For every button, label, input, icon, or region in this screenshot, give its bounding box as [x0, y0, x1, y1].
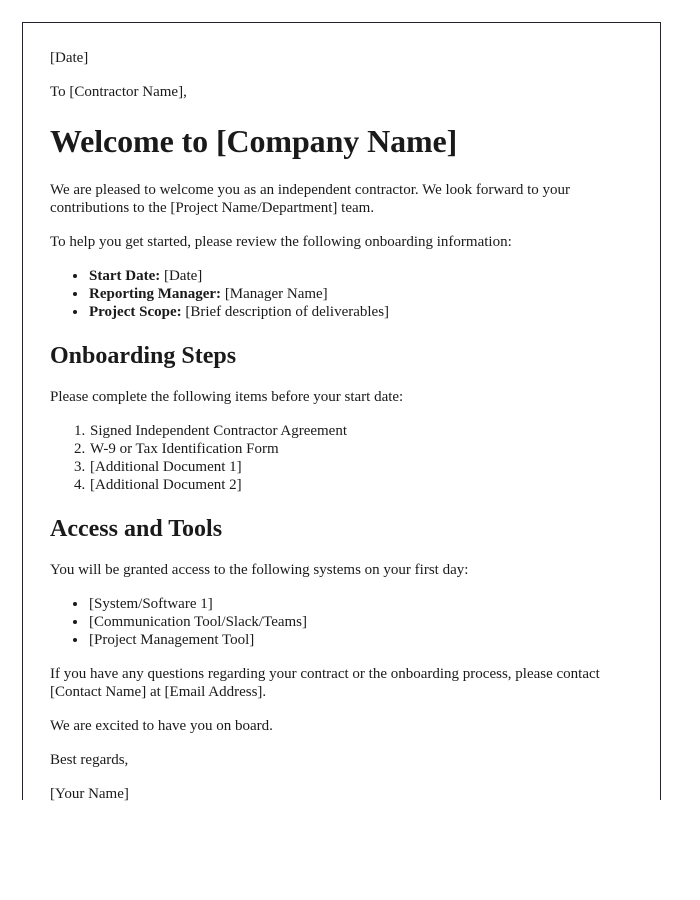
list-item: 2. W-9 or Tax Identification Form: [89, 440, 606, 458]
spacer: [50, 543, 606, 561]
document-content: [50, 49, 606, 803]
detail-label: Reporting Manager:: [89, 286, 222, 302]
page-title: Welcome to [Company Name]: [50, 123, 458, 159]
spacer: [50, 649, 606, 665]
onboarding-steps-list: [50, 422, 606, 494]
onboarding-intro-paragraph: To help you get started, please review the following onboarding information:: [50, 234, 512, 250]
spacer: [50, 579, 606, 595]
list-item: • [Project Management Tool]: [88, 631, 606, 649]
spacer: [50, 735, 606, 751]
intro-paragraph: We are pleased to welcome you as an independent contractor. We look forward to your contributions to the [Project Name/Department] team.: [50, 182, 571, 216]
contact-paragraph: If you have any questions regarding your contract or the onboarding process, please contact [Contact Name] at [Email Address].: [50, 666, 600, 700]
list-item: [88, 285, 606, 303]
list-item: • [Communication Tool/Slack/Teams]: [88, 613, 606, 631]
spacer: [50, 701, 606, 717]
list-item: [88, 303, 606, 321]
closing-paragraph: We are excited to have you on board.: [50, 718, 273, 734]
spacer: [50, 321, 606, 343]
onboarding-steps-intro: Please complete the following items before your start date:: [50, 389, 404, 405]
list-item: 1. Signed Independent Contractor Agreement: [89, 422, 606, 440]
section-heading-onboarding-steps: Onboarding Steps: [50, 343, 237, 369]
spacer: [50, 370, 606, 388]
document-page: [22, 22, 661, 800]
access-tools-list: [50, 595, 606, 649]
date-line: [Date]: [50, 50, 89, 66]
detail-value: [Date]: [163, 268, 203, 284]
detail-value: [Manager Name]: [224, 286, 328, 302]
spacer: [50, 67, 606, 83]
detail-label: Start Date:: [89, 268, 161, 284]
section-heading-access-and-tools: Access and Tools: [50, 516, 223, 542]
signature-name: [Your Name]: [50, 786, 129, 802]
contract-details-list: [50, 267, 606, 321]
spacer: [50, 159, 606, 181]
list-item: 4. [Additional Document 2]: [89, 476, 606, 494]
spacer: [50, 251, 606, 267]
spacer: [50, 406, 606, 422]
detail-label: Project Scope:: [89, 304, 182, 320]
detail-value: [Brief description of deliverables]: [185, 304, 390, 320]
spacer: [50, 101, 606, 123]
list-item: 3. [Additional Document 1]: [89, 458, 606, 476]
list-item: [88, 267, 606, 285]
spacer: [50, 217, 606, 233]
sign-off-line: Best regards,: [50, 752, 129, 768]
list-item: • [System/Software 1]: [88, 595, 606, 613]
access-tools-intro: You will be granted access to the following systems on your first day:: [50, 562, 469, 578]
spacer: [50, 494, 606, 516]
spacer: [50, 769, 606, 785]
salutation-line: To [Contractor Name],: [50, 84, 187, 100]
